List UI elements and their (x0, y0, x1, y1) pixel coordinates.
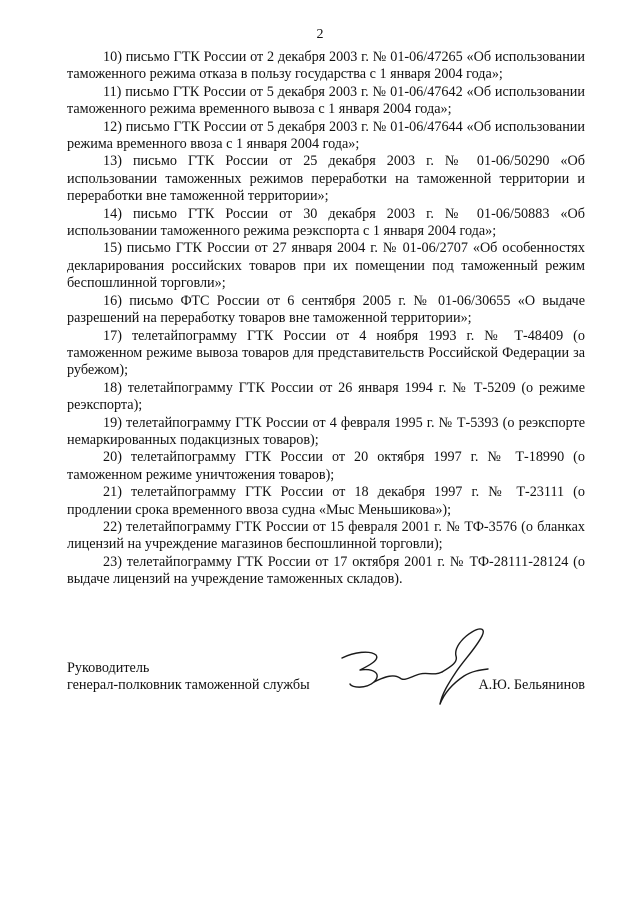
item-number: 19) (103, 414, 122, 431)
item-text: телетайпограмму ГТК России от 4 февраля 1995 г. № Т-5393 (о реэкспорте немаркированных подакцизных товаров); (67, 414, 586, 448)
item-text: телетайпограмму ГТК России от 18 декабря 1997 г. № Т-23111 (о продлении срока временного ввоза судна «Мыс Меньшикова»); (67, 484, 585, 518)
list-item (67, 206, 585, 241)
item-number: 22) (103, 518, 122, 535)
item-number: 20) (103, 449, 122, 466)
item-number: 18) (103, 379, 122, 396)
item-text: телетайпограмму ГТК России от 17 октября 2001 г. № ТФ-28111-28124 (о выдаче лицензий на учреждение таможенных складов). (67, 553, 586, 588)
list-item (67, 293, 585, 328)
item-text: письмо ФТС России от 6 сентября 2005 г. № 01-06/30655 «О выдаче разрешений на переработку товаров вне таможенной территории»; (67, 292, 585, 327)
item-text: письмо ГТК России от 27 января 2004 г. № 01-06/2707 «Об особенностях декларирования российских товаров при их помещении под таможенный режим беспошлинной торговли»; (67, 240, 586, 292)
item-number: 17) (103, 327, 122, 344)
list-item (67, 519, 585, 554)
document-item-list (67, 49, 585, 589)
list-item (67, 49, 585, 84)
item-number: 13) (103, 153, 122, 170)
item-number: 21) (103, 484, 122, 501)
list-item (67, 84, 585, 119)
item-number: 16) (103, 292, 122, 309)
list-item (67, 554, 585, 589)
item-text: телетайпограмму ГТК России от 26 января 1994 г. № Т-5209 (о режиме реэкспорта); (67, 379, 586, 414)
item-text: телетайпограмму ГТК России от 4 ноября 1993 г. № Т-48409 (о таможенном режиме вывоза товаров для представительств Российской Федерации за рубежом); (67, 327, 586, 379)
item-text: телетайпограмму ГТК России от 15 февраля 2001 г. № ТФ-3576 (о бланках лицензий на учреждение магазинов беспошлинной торговли); (67, 518, 586, 553)
item-text: письмо ГТК России от 5 декабря 2003 г. № 01-06/47644 «Об использовании режима временного ввоза с 1 января 2004 года»; (67, 118, 585, 153)
item-text: телетайпограмму ГТК России от 20 октября 1997 г. № Т-18990 (о таможенном режиме уничтожения товаров); (67, 449, 585, 483)
page-number: 2 (316, 27, 324, 42)
item-text: письмо ГТК России от 5 декабря 2003 г. № 01-06/47642 «Об использовании таможенного режима временного вывоза с 1 января 2004 года»; (67, 83, 585, 118)
list-item (67, 119, 585, 154)
signer-position: Руководитель (67, 660, 150, 676)
item-number: 23) (103, 553, 122, 570)
list-item (67, 415, 585, 450)
item-text: письмо ГТК России от 2 декабря 2003 г. № 01-06/47265 «Об использовании таможенного режима отказа в пользу государства с 1 января 2004 года»; (67, 49, 585, 83)
list-item (67, 449, 585, 484)
item-number: 11) (103, 83, 122, 100)
item-number: 14) (103, 205, 122, 222)
signature-block (67, 660, 597, 710)
signer-rank: генерал-полковник таможенной службы (67, 677, 310, 693)
list-item (67, 240, 585, 292)
list-item (67, 328, 585, 380)
item-number: 10) (103, 49, 122, 65)
signer-name: А.Ю. Бельянинов (478, 677, 585, 693)
list-item (67, 153, 585, 205)
item-text: письмо ГТК России от 25 декабря 2003 г. № 01-06/50290 «Об использовании таможенных режимов переработки на таможенной территории и переработки вне таможенной территории»; (67, 153, 585, 205)
list-item (67, 484, 585, 519)
item-number: 12) (103, 118, 122, 135)
list-item (67, 380, 585, 415)
item-number: 15) (103, 240, 122, 257)
item-text: письмо ГТК России от 30 декабря 2003 г. № 01-06/50883 «Об использовании таможенного режима реэкспорта с 1 января 2004 года»; (67, 205, 585, 240)
